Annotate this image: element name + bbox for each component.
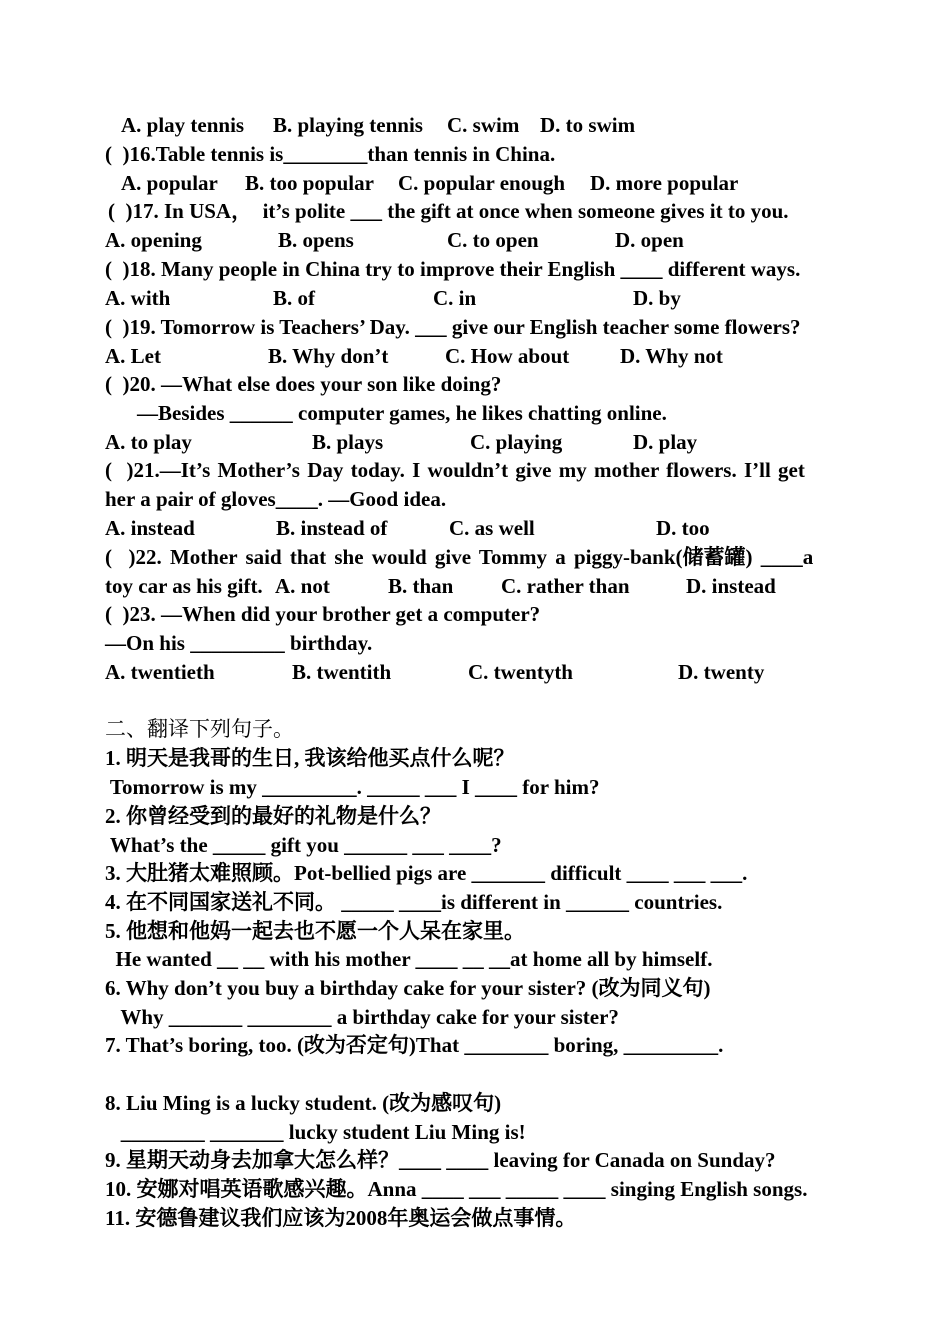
translation-item: ________ _______ lucky student Liu Ming is! [105, 1120, 526, 1144]
translation-item: 4. 在不同国家送礼不同。 _____ ____is different in ______ countries. [105, 890, 723, 914]
q16-option-c: C. popular enough [398, 171, 566, 195]
q17-option-a: A. opening [105, 228, 202, 252]
translation-item: 9. 星期天动身去加拿大怎么样？____ ____ leaving for Canada on Sunday? [105, 1148, 776, 1172]
q17-option-c: C. to open [447, 228, 539, 252]
translation-item: 1. 明天是我哥的生日, 我该给他买点什么呢？ [105, 746, 515, 770]
translation-item: 10. 安娜对唱英语歌感兴趣。Anna ____ ___ _____ ____ singing English songs. [105, 1177, 808, 1201]
q20-option-a: A. to play [105, 430, 192, 454]
q18-option-c: C. in [433, 286, 477, 310]
q15-option-c: C. swim [447, 113, 520, 137]
translation-item: 2. 你曾经受到的最好的礼物是什么？ [105, 804, 441, 828]
translation-item: 5. 他想和他妈一起去也不愿一个人呆在家里。 [105, 919, 525, 943]
q20-option-b: B. plays [312, 430, 384, 454]
q22-option-b: B. than [388, 574, 454, 598]
translation-item: Why _______ ________ a birthday cake for your sister? [105, 1005, 619, 1029]
q15-option-a: A. play tennis [121, 113, 245, 137]
q17-option-d: D. open [615, 228, 684, 252]
q23-option-b: B. twentith [292, 660, 392, 684]
q16-option-d: D. more popular [590, 171, 739, 195]
q22-stem-line1: ( )22. Mother said that she would give Tommy a piggy-bank(储蓄罐) ____a [105, 545, 814, 569]
q18-stem: ( )18. Many people in China try to improve their English ____ different ways. [105, 257, 801, 281]
q18-option-d: D. by [633, 286, 681, 310]
q17-option-b: B. opens [278, 228, 354, 252]
q23-option-a: A. twentieth [105, 660, 215, 684]
q21-option-d: D. too [656, 516, 710, 540]
q17-stem: ( )17. In USA， it’s polite ___ the gift at once when someone gives it to you. [108, 199, 789, 223]
q20-option-d: D. play [633, 430, 698, 454]
q15-option-b: B. playing tennis [273, 113, 423, 137]
translation-item: Tomorrow is my _________. _____ ___ I ____ for him? [105, 775, 600, 799]
q22-option-a: A. not [275, 574, 330, 598]
q19-option-a: A. Let [105, 344, 161, 368]
section-2-heading: 二、翻译下列句子。 [105, 717, 294, 741]
q16-option-a: A. popular [121, 171, 218, 195]
q22-option-d: D. instead [686, 574, 776, 598]
q21-stem-line1: ( )21.—It’s Mother’s Day today. I wouldn’t give my mother flowers. I’ll get [105, 458, 805, 482]
translation-item: 3. 大肚猪太难照顾。Pot-bellied pigs are _______ difficult ____ ___ ___. [105, 861, 748, 885]
q18-option-b: B. of [273, 286, 315, 310]
q21-stem-line2: her a pair of gloves____. —Good idea. [105, 487, 447, 511]
q20-stem: ( )20. —What else does your son like doing? [105, 372, 502, 396]
q16-stem: ( )16.Table tennis is________than tennis in China. [105, 142, 556, 166]
q19-stem: ( )19. Tomorrow is Teachers’ Day. ___ give our English teacher some flowers? [105, 315, 801, 339]
q23-reply: —On his _________ birthday. [105, 631, 373, 655]
q23-option-d: D. twenty [678, 660, 765, 684]
q16-option-b: B. too popular [245, 171, 374, 195]
q22-stem-line2: toy car as his gift. [105, 574, 263, 598]
translation-item: 8. Liu Ming is a lucky student. (改为感叹句) [105, 1091, 502, 1115]
q15-option-d: D. to swim [540, 113, 636, 137]
q22-option-c: C. rather than [501, 574, 630, 598]
q18-option-a: A. with [105, 286, 171, 310]
q19-option-d: D. Why not [620, 344, 723, 368]
q21-option-a: A. instead [105, 516, 195, 540]
translation-item: 11. 安德鲁建议我们应该为2008年奥运会做点事情。 [105, 1206, 577, 1230]
translation-item: He wanted __ __ with his mother ____ __ __at home all by himself. [105, 947, 713, 971]
q19-option-c: C. How about [445, 344, 570, 368]
q21-option-b: B. instead of [276, 516, 388, 540]
q23-stem: ( )23. —When did your brother get a computer? [105, 602, 541, 626]
q21-option-c: C. as well [449, 516, 535, 540]
q19-option-b: B. Why don’t [268, 344, 389, 368]
translation-item: 6. Why don’t you buy a birthday cake for your sister? (改为同义句) [105, 976, 711, 1000]
q20-reply: —Besides ______ computer games, he likes chatting online. [137, 401, 667, 425]
translation-item: 7. That’s boring, too. (改为否定句)That ________ boring, _________. [105, 1033, 724, 1057]
q20-option-c: C. playing [470, 430, 563, 454]
translation-item: What’s the _____ gift you ______ ___ ____? [105, 833, 502, 857]
q23-option-c: C. twentyth [468, 660, 573, 684]
